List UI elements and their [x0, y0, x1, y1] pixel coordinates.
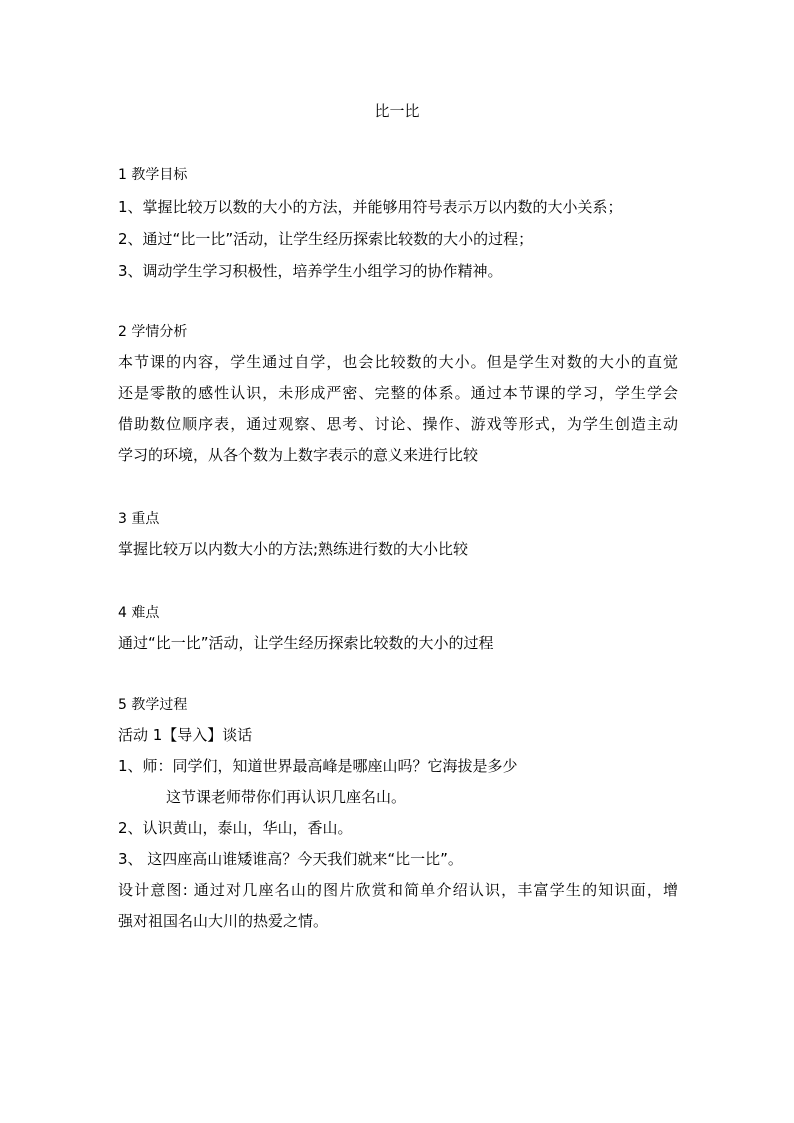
objective-line-2: 2、通过“比一比”活动，让学生经历探索比较数的大小的过程； [118, 230, 534, 248]
objective-line-1: 1、掌握比较万以数的大小的方法，并能够用符号表示万以内数的大小关系； [118, 198, 623, 216]
analysis-line-4: 学习的环境，从各个数为上数字表示的意义来进行比较 [118, 446, 479, 464]
process-activity-line: 活动 1【导入】谈话 [118, 726, 253, 744]
process-line-2: 2、认识黄山，泰山，华山，香山。 [118, 819, 353, 837]
objective-line-3: 3、调动学生学习积极性，培养学生小组学习的协作精神。 [118, 262, 503, 280]
process-line-1-continued: 这节课老师带你们再认识几座名山。 [166, 788, 407, 806]
design-intent-line-1: 设计意图: 通过对几座名山的图片欣赏和简单介绍认识，丰富学生的知识面，增 [118, 881, 678, 899]
analysis-line-1: 本节课的内容，学生通过自学，也会比较数的大小。但是学生对数的大小的直觉 [118, 353, 678, 371]
section-heading-analysis: 2 学情分析 [118, 324, 188, 340]
key-point-line-1: 掌握比较万以内数大小的方法;熟练进行数的大小比较 [118, 540, 469, 558]
difficulty-line-1: 通过“比一比”活动，让学生经历探索比较数的大小的过程 [118, 634, 494, 652]
section-heading-objectives: 1 教学目标 [118, 167, 188, 183]
design-intent-line-2: 强对祖国名山大川的热爱之情。 [118, 912, 329, 930]
section-heading-key-point: 3 重点 [118, 511, 160, 527]
section-heading-process: 5 教学过程 [118, 697, 188, 713]
process-line-3: 3、 这四座高山谁矮谁高？今天我们就来“比一比”。 [118, 850, 463, 868]
analysis-line-2: 还是零散的感性认识，未形成严密、完整的体系。通过本节课的学习，学生学会 [118, 384, 678, 402]
document-title: 比一比 [374, 102, 420, 120]
process-line-1: 1、师：同学们，知道世界最高峰是哪座山吗？它海拔是多少 [118, 757, 518, 775]
section-heading-difficulty: 4 难点 [118, 605, 160, 621]
analysis-line-3: 借助数位顺序表，通过观察、思考、讨论、操作、游戏等形式，为学生创造主动 [118, 415, 678, 433]
